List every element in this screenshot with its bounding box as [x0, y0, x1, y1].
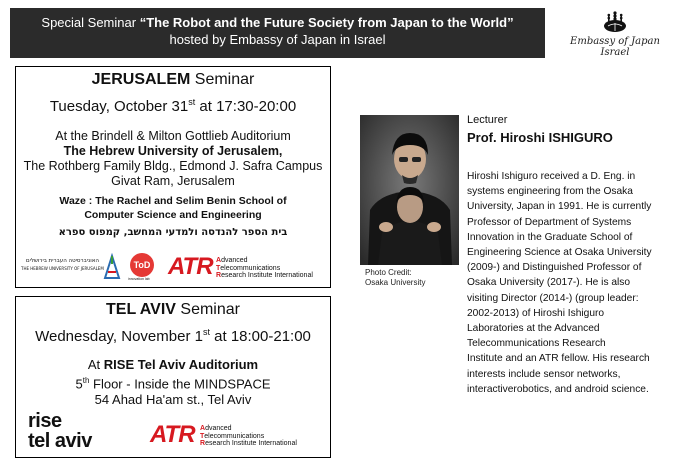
bio-line: 2002-2013) of Hiroshi Ishiguro [467, 307, 605, 319]
hebrew-directions: בית הספר להנדסה ולמדעי המחשב, קמפוס ספרא [58, 227, 288, 238]
huji-emblem-icon [103, 252, 121, 280]
jerusalem-address-line-3: The Rothberg Family Bldg., Edmond J. Safra Campus [23, 159, 323, 173]
tod-subtitle: innovation lab [128, 277, 150, 281]
bio-line: Telecommunications Research [467, 338, 606, 350]
telaviv-address-line-1 [16, 357, 330, 373]
rise-logo [28, 411, 92, 451]
atr2-word-research: esearch Institute International [205, 440, 297, 447]
rise-city: tel aviv [28, 430, 92, 452]
seminar-title: “The Robot and the Future Society from Japan to the World” [139, 15, 514, 30]
photo-credit-source: Osaka University [365, 278, 426, 287]
atr-word-telecom: elecommunications [220, 264, 281, 272]
banner-line-1 [10, 8, 545, 31]
huji-english-name: THE HEBREW UNIVERSITY OF JERUSALEM [21, 266, 104, 271]
telaviv-address-line-3: 54 Ahad Ha'am st., Tel Aviv [94, 392, 252, 408]
atr-letter-a: A [216, 257, 222, 264]
jerusalem-address-line-2: The Hebrew University of Jerusalem, [63, 144, 283, 158]
lecturer-name: Prof. Hiroshi ISHIGURO [467, 130, 613, 145]
atr-subtitle [216, 257, 313, 280]
atr-wordmark: ATR [168, 253, 213, 280]
jerusalem-date-time: at 17:30-20:00 [195, 98, 297, 115]
atr-letter-r: R [216, 272, 222, 279]
embassy-name: Embassy of Japan [570, 36, 660, 47]
lecturer-photo [360, 115, 459, 265]
jerusalem-city: JERUSALEM [91, 71, 191, 88]
jerusalem-address [16, 129, 330, 189]
bio-line: Innovation in the Graduate School of [467, 231, 633, 243]
telaviv-seminar-box [15, 296, 331, 458]
jerusalem-address-line-1: At the Brindell & Milton Gottlieb Auditorium [55, 129, 291, 143]
jerusalem-seminar-word: Seminar [190, 71, 255, 88]
telaviv-address [16, 357, 330, 408]
tod-logo [130, 253, 156, 279]
telaviv-floor-sup: th [82, 376, 90, 385]
bio-line: Institute and an ATR fellow. His research [467, 353, 650, 365]
waze-line-1: Waze : The Rachel and Selim Benin School of [59, 195, 287, 207]
huji-hebrew-name: האוניברסיטה העברית בירושלים [25, 258, 99, 264]
telaviv-at: At [87, 357, 104, 372]
atr-subtitle-2 [200, 425, 297, 448]
bio-line: visiting Director (2014-) (group leader: [467, 292, 639, 304]
jerusalem-date-sup: st [188, 97, 196, 107]
telaviv-floor-num: 5 [75, 376, 83, 392]
jerusalem-waze [16, 194, 330, 222]
atr-word-research: esearch Institute International [221, 272, 313, 279]
jerusalem-seminar-box [15, 66, 331, 288]
bio-line: systems engineering from the Osaka [467, 186, 633, 198]
bio-line: interactiverobotics, and android science. [467, 383, 649, 395]
bio-line: Osaka University (2017-). He is also [467, 277, 631, 289]
telaviv-address-line-2 [16, 373, 330, 392]
atr2-letter-t: T [200, 432, 205, 440]
telaviv-floor-text: Floor - Inside the MINDSPACE [89, 376, 271, 392]
huji-logo [21, 252, 131, 284]
bio-line: (2009-) and Distinguished Professor of [467, 262, 642, 274]
telaviv-date-time: at 18:00-21:00 [209, 328, 311, 345]
atr-letter-t: T [216, 264, 221, 272]
telaviv-date-main: Wednesday, November 1 [35, 328, 203, 345]
paulownia-crest-icon [602, 10, 628, 36]
atr2-letter-r: R [200, 440, 206, 447]
header-banner [10, 8, 545, 58]
telaviv-seminar-word: Seminar [175, 301, 240, 318]
telaviv-city: TEL AVIV [106, 301, 176, 318]
jerusalem-date-main: Tuesday, October 31 [49, 98, 189, 115]
atr-logo-jerusalem [168, 253, 328, 283]
jerusalem-title [16, 71, 330, 89]
telaviv-date-sup: st [202, 327, 210, 337]
bio-line: Engineering Science at Osaka University [467, 247, 652, 259]
bio-line: Hiroshi Ishiguro received a D. Eng. in [467, 171, 636, 182]
embassy-logo [565, 10, 665, 70]
embassy-country: Israel [600, 47, 630, 58]
lecturer-label: Lecturer [467, 114, 508, 126]
photo-credit [365, 268, 425, 288]
rise-wordmark: rise [28, 410, 62, 432]
bio-line: interests include sensor networks, [467, 368, 621, 380]
bio-line: Professor of Department of Systems [467, 216, 632, 228]
banner-prefix: Special Seminar [41, 15, 140, 30]
telaviv-venue: RISE Tel Aviv Auditorium [103, 357, 259, 372]
bio-line: University, Japan in 1991. He is currently [467, 201, 652, 213]
atr-logo-telaviv [150, 421, 325, 451]
atr2-word-advanced: dvanced [205, 425, 232, 432]
telaviv-title [16, 301, 330, 319]
atr-word-advanced: dvanced [221, 257, 248, 264]
atr2-word-telecom: elecommunications [204, 432, 265, 440]
telaviv-date [16, 327, 330, 345]
waze-line-2: Computer Science and Engineering [84, 209, 262, 221]
atr-wordmark-2: ATR [150, 421, 195, 448]
tod-badge: ToD [130, 253, 154, 277]
jerusalem-address-line-4: Givat Ram, Jerusalem [111, 174, 235, 188]
banner-line-2: hosted by Embassy of Japan in Israel [169, 32, 386, 47]
atr2-letter-a: A [200, 425, 206, 432]
photo-credit-label: Photo Credit: [365, 268, 412, 277]
lecturer-bio [467, 169, 667, 397]
bio-line: Laboratories at the Advanced [467, 323, 600, 335]
jerusalem-date [16, 97, 330, 115]
